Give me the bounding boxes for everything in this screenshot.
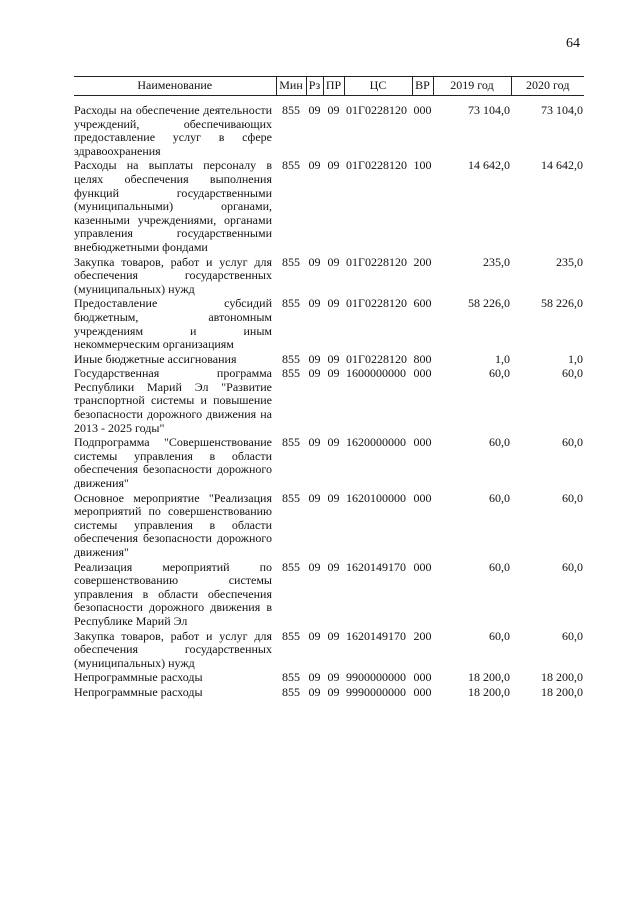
row-name: Закупка товаров, работ и услуг для обеспечения государственных (муниципальных) нужд	[74, 628, 272, 670]
row-vr: 800	[413, 351, 432, 366]
row-pr: 09	[327, 684, 340, 699]
table-body	[74, 96, 584, 701]
table-row	[74, 436, 584, 491]
table-row	[74, 492, 584, 561]
table-row	[74, 96, 584, 160]
row-name: Предоставление субсидий бюджетным, автономным учреждениям и иным некоммерческим организациям	[74, 296, 272, 352]
row-rz: 09	[308, 628, 321, 643]
row-2020: 235,0	[556, 254, 583, 269]
row-vr: 200	[413, 628, 432, 643]
row-vr: 000	[413, 435, 432, 450]
row-2020: 18 200,0	[541, 670, 583, 685]
row-min: 855	[282, 435, 300, 450]
row-pr: 09	[327, 490, 340, 505]
row-2020: 60,0	[562, 559, 583, 574]
row-name: Непрограммные расходы	[74, 670, 203, 685]
row-2019: 18 200,0	[468, 670, 510, 685]
row-pr: 09	[327, 366, 340, 381]
row-min: 855	[282, 366, 300, 381]
row-name: Закупка товаров, работ и услуг для обеспечения государственных (муниципальных) нужд	[74, 254, 272, 296]
table-row	[74, 353, 584, 368]
row-2019: 60,0	[489, 490, 510, 505]
row-2019: 18 200,0	[468, 684, 510, 699]
row-min: 855	[282, 670, 300, 685]
row-rz: 09	[308, 351, 321, 366]
row-name: Реализация мероприятий по совершенствованию системы управления в области обеспечения безопасности дорожного движения в Республике Марий Эл	[74, 559, 272, 628]
row-cs: 1600000000	[346, 366, 406, 381]
row-min: 855	[282, 254, 300, 269]
row-pr: 09	[327, 559, 340, 574]
row-pr: 09	[327, 435, 340, 450]
row-pr: 09	[327, 103, 340, 117]
row-vr: 000	[413, 103, 432, 117]
row-name: Основное мероприятие "Реализация мероприятий по совершенствованию системы управления в области обеспечения безопасности дорожного движения"	[74, 490, 272, 559]
row-cs: 1620100000	[346, 490, 406, 505]
row-cs: 1620149170	[346, 628, 406, 643]
table-row	[74, 561, 584, 630]
row-min: 855	[282, 103, 300, 117]
row-2019: 1,0	[495, 351, 510, 366]
row-2020: 73 104,0	[541, 103, 583, 117]
row-vr: 600	[413, 296, 432, 311]
row-rz: 09	[308, 103, 321, 117]
row-pr: 09	[327, 296, 340, 311]
row-vr: 100	[413, 158, 432, 173]
row-pr: 09	[327, 628, 340, 643]
row-min: 855	[282, 351, 300, 366]
row-2019: 235,0	[483, 254, 510, 269]
row-pr: 09	[327, 158, 340, 173]
row-2019: 60,0	[489, 435, 510, 450]
row-2020: 14 642,0	[541, 158, 583, 173]
row-vr: 000	[413, 559, 432, 574]
row-rz: 09	[308, 490, 321, 505]
row-rz: 09	[308, 670, 321, 685]
table-header-row	[74, 77, 584, 96]
row-cs: 1620149170	[346, 559, 406, 574]
row-cs: 1620000000	[346, 435, 406, 450]
row-rz: 09	[308, 559, 321, 574]
row-min: 855	[282, 490, 300, 505]
row-cs: 01Г0228120	[346, 103, 407, 117]
table-row	[74, 671, 584, 686]
header-min: Мин	[276, 77, 306, 96]
header-2019: 2019 год	[433, 77, 511, 96]
row-name: Расходы на обеспечение деятельности учреждений, обеспечивающих предоставление услуг в сфере здравоохранения	[74, 103, 272, 158]
row-cs: 01Г0228120	[346, 158, 407, 173]
header-name: Наименование	[74, 77, 276, 96]
row-rz: 09	[308, 254, 321, 269]
row-2020: 58 226,0	[541, 296, 583, 311]
row-min: 855	[282, 628, 300, 643]
row-rz: 09	[308, 435, 321, 450]
header-pr: ПР	[323, 77, 344, 96]
budget-table	[74, 76, 584, 701]
row-2019: 14 642,0	[468, 158, 510, 173]
row-2019: 60,0	[489, 559, 510, 574]
row-vr: 000	[413, 684, 432, 699]
table-row	[74, 367, 584, 436]
row-2020: 60,0	[562, 435, 583, 450]
row-name: Подпрограмма "Совершенствование системы управления в области обеспечения безопасности дорожного движения"	[74, 435, 272, 491]
row-name: Непрограммные расходы	[74, 684, 203, 699]
row-name: Расходы на выплаты персоналу в целях обеспечения выполнения функций государственными (муниципальными) органами, казенными учреждениями, органами управления государственными внебюджетными фондами	[74, 158, 272, 254]
row-rz: 09	[308, 296, 321, 311]
row-vr: 000	[413, 366, 432, 381]
row-min: 855	[282, 158, 300, 173]
row-2020: 60,0	[562, 628, 583, 643]
row-2019: 60,0	[489, 628, 510, 643]
header-2020: 2020 год	[511, 77, 584, 96]
row-name: Иные бюджетные ассигнования	[74, 351, 237, 366]
row-2019: 60,0	[489, 366, 510, 381]
row-cs: 9990000000	[346, 684, 406, 699]
row-cs: 01Г0228120	[346, 254, 407, 269]
row-2019: 58 226,0	[468, 296, 510, 311]
row-cs: 9900000000	[346, 670, 406, 685]
row-2020: 18 200,0	[541, 684, 583, 699]
table-row	[74, 686, 584, 701]
row-vr: 000	[413, 490, 432, 505]
row-2020: 1,0	[568, 351, 583, 366]
row-min: 855	[282, 296, 300, 311]
row-pr: 09	[327, 351, 340, 366]
row-name: Государственная программа Республики Марий Эл "Развитие транспортной системы и повышение безопасности дорожного движения на 2013 - 2025 годы"	[74, 366, 272, 435]
row-pr: 09	[327, 670, 340, 685]
row-rz: 09	[308, 684, 321, 699]
table-row	[74, 297, 584, 352]
row-min: 855	[282, 684, 300, 699]
page-number: 64	[566, 36, 580, 51]
row-min: 855	[282, 559, 300, 574]
row-rz: 09	[308, 366, 321, 381]
row-cs: 01Г0228120	[346, 351, 407, 366]
header-vr: ВР	[412, 77, 433, 96]
row-cs: 01Г0228120	[346, 296, 407, 311]
row-vr: 000	[413, 670, 432, 685]
table-row	[74, 159, 584, 255]
header-cs: ЦС	[344, 77, 412, 96]
row-vr: 200	[413, 254, 432, 269]
row-pr: 09	[327, 254, 340, 269]
row-2020: 60,0	[562, 366, 583, 381]
row-2020: 60,0	[562, 490, 583, 505]
row-2019: 73 104,0	[468, 103, 510, 117]
table-row	[74, 630, 584, 672]
header-rz: Рз	[306, 77, 323, 96]
table-row	[74, 256, 584, 298]
row-rz: 09	[308, 158, 321, 173]
